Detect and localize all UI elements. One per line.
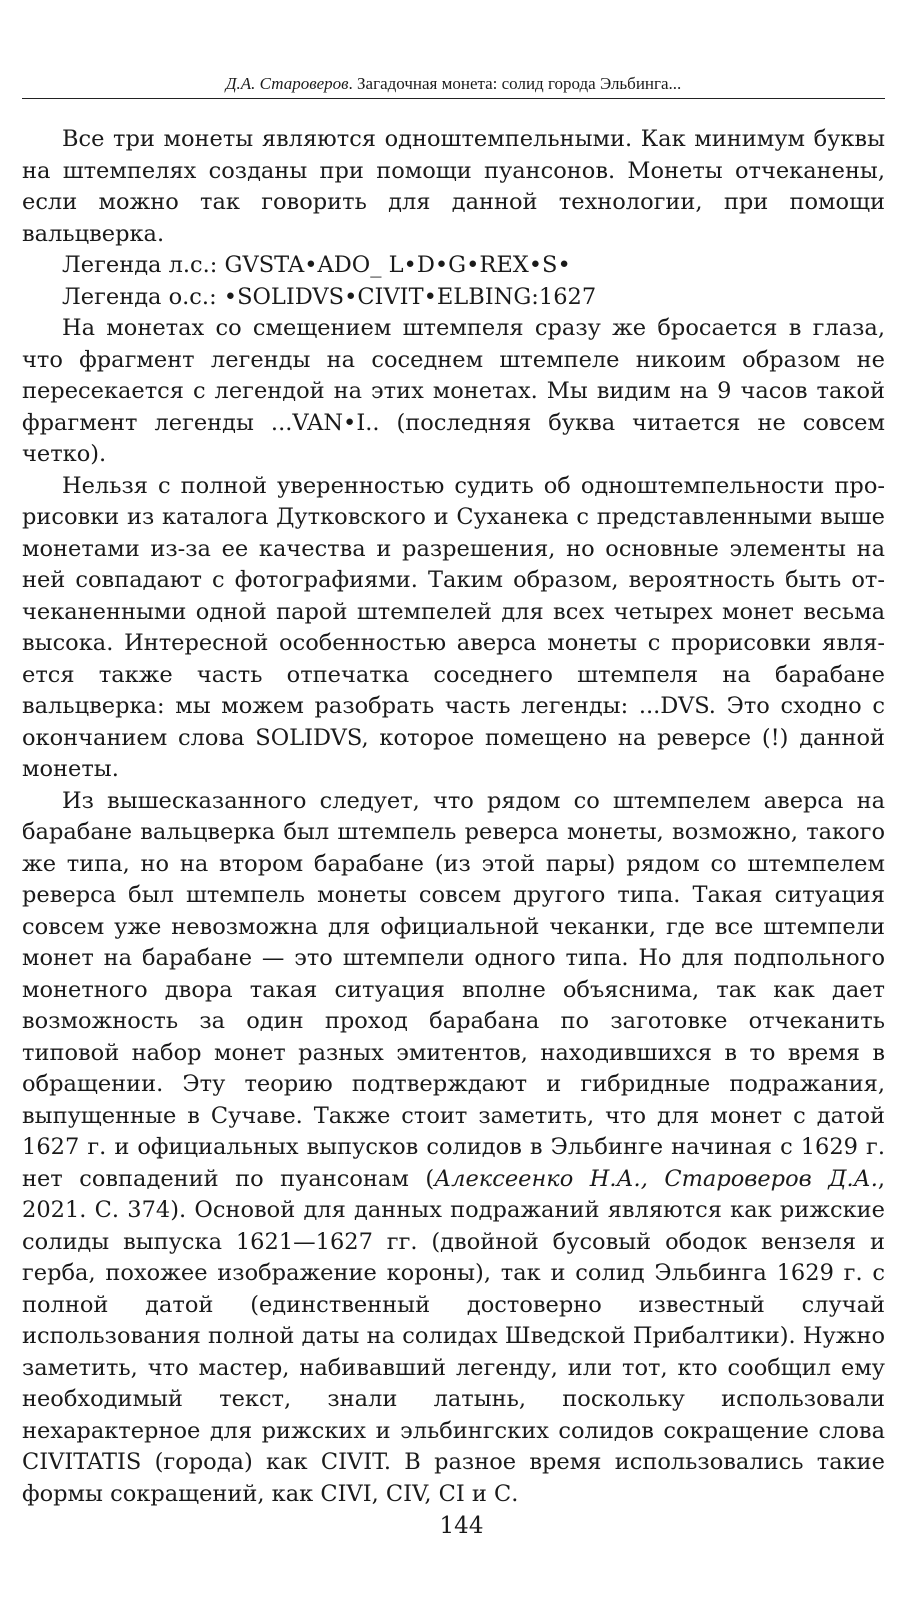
obverse-legend: Легенда л.с.: GVSTA•ADO_ L•D•G•REX•S• xyxy=(62,252,571,278)
running-head-author: Д.А. Староверов xyxy=(225,74,349,93)
paragraph-catalog-drawing: Нельзя с полной уверенностью судить об одноштемпельности прорисовки из каталога Дутковского и Суханека с представленными выше монетами из-за ее качества и разрешения, но основные элементы на ней совпадают с фотографиями. Таким образом, вероятность быть отчеканенными одной парой штемпелей для всех четырех монет весьма высока. Интересной особенностью аверса монеты с прорисовки является также часть отпечатка соседнего штемпеля на барабане вальцверка: мы можем разобрать часть легенды: ...DVS. Это сходно с окончанием слова SOLIDVS, которое помещено на реверсе (!) данной монеты. xyxy=(22,472,885,782)
running-head xyxy=(22,74,885,94)
paragraph-conclusion xyxy=(22,786,885,1511)
article-body xyxy=(22,124,885,1510)
reverse-legend: Легенда о.с.: •SOLIDVS•CIVIT•ELBING:1627 xyxy=(62,283,597,310)
paragraph-die-shift: На монетах со смещением штемпеля сразу же бросается в глаза, что фрагмент легенды на соседнем штемпеле никоим образом не пересекается с легендой на этих монетах. Мы видим на 9 часов такой фрагмент легенды ...VAN•I.. (последняя буква читается не совсем четко). xyxy=(22,315,885,467)
citation-authors: Алексеенко Н.А., Староверов Д.А. xyxy=(434,1165,878,1192)
paragraph-technology: Все три монеты являются одноштемпельными. Как минимум буквы на штемпелях созданы при помощи пуансонов. Монеты отчеканены, если можно так говорить для данной технологии, при помощи вальцверка. xyxy=(22,126,885,247)
running-head-title: . Загадочная монета: солид города Эльбинга... xyxy=(348,74,682,93)
page-number: 144 xyxy=(439,1513,484,1539)
conclusion-text-part1: Из вышесказанного следует, что рядом со штемпелем аверса на барабане вальцверка был штемпель реверса монеты, возможно, такого же типа, но на втором барабане (из этой пары) рядом со штемпелем реверса был штемпель монеты совсем другого типа. Такая ситуация совсем уже невозможна для официальной чеканки, где все штемпели монет на барабане — это штемпели одного типа. Но для подпольного монетного двора такая ситуация вполне объяснима, так как дает возможность за один проход барабана по заготовке отчеканить типовой набор монет разных эмитентов, находившихся в то время в обращении. Эту теорию подтверждают и гибридные подражания, выпущенные в Сучаве. Также стоит заметить, что для монет с датой 1627 г. и официальных выпусков солидов в Эльбинге начиная с 1629 г. нет совпадений по пуансонам ( xyxy=(22,787,885,1192)
header-rule xyxy=(22,98,885,99)
conclusion-text-part2: , 2021. С. 374). Основой для данных подражаний являются как рижские солиды выпуска 1621—1627 гг. (двойной бусовый ободок вензеля и герба, похожее изображение короны), так и солид Эльбинга 1629 г. с полной датой (единственный достоверно известный случай использования полной даты на солидах Шведской Прибалтики). Нужно заметить, что мастер, набивавший легенду, или тот, кто сообщил ему необходимый текст, знали латынь, поскольку использовали нехарактерное для рижских и эльбингских солидов сокращение слова CIVITATIS (города) как CIVIT. В разное время использовались такие формы сокращений, как CIVI, CIV, CI и С. xyxy=(22,1165,885,1507)
